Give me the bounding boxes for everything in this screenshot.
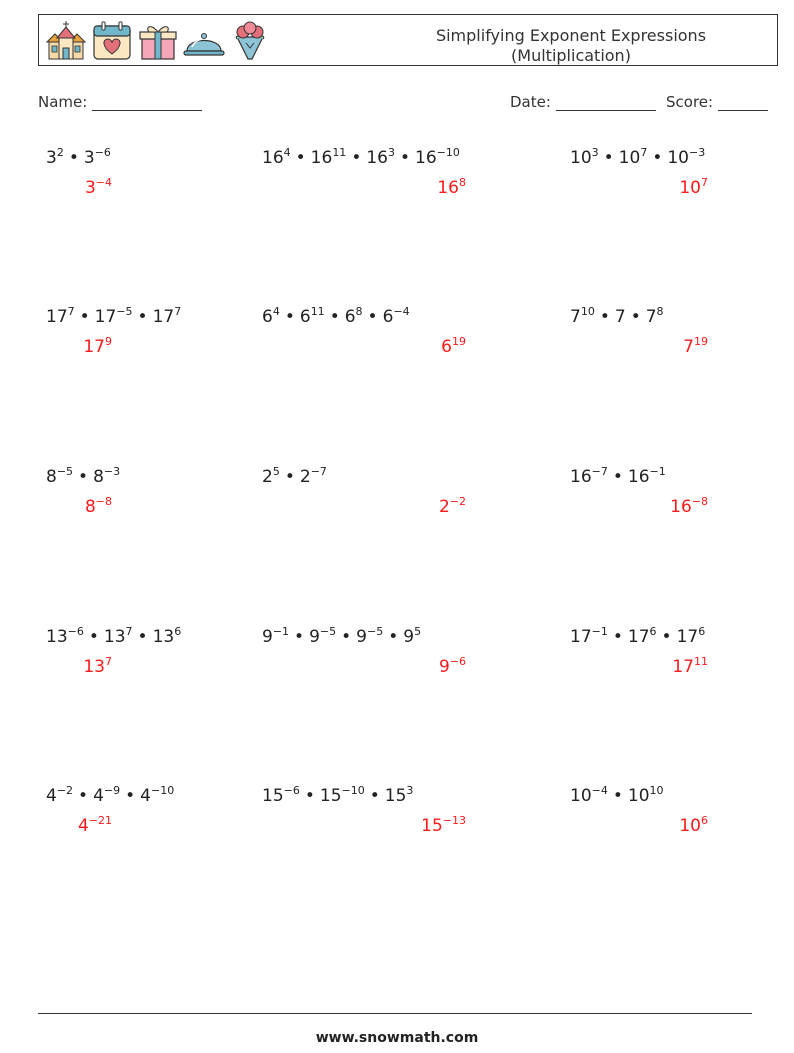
term-base: 10 — [667, 148, 689, 168]
multiply-dot: • — [137, 307, 148, 327]
term-exponent: 6 — [649, 625, 657, 638]
term-exponent: 6 — [698, 625, 706, 638]
term-exponent: −2 — [449, 495, 466, 508]
term-exponent: 7 — [125, 625, 133, 638]
date-field[interactable] — [510, 93, 656, 111]
term-exponent: 7 — [640, 146, 648, 159]
term-exponent: 4 — [283, 146, 291, 159]
term-exponent: −7 — [310, 465, 327, 478]
term-exponent: 8 — [459, 176, 466, 189]
term-base: 6 — [262, 307, 273, 327]
problem-expression — [570, 467, 666, 487]
term-exponent: −6 — [449, 655, 466, 668]
term-exponent: 19 — [694, 335, 708, 348]
multiply-dot: • — [599, 307, 610, 327]
term-base: 13 — [83, 657, 105, 677]
term-exponent: 11 — [694, 655, 708, 668]
title-line-2: (Multiplication) — [511, 46, 631, 65]
term-base: 8 — [93, 467, 104, 487]
problem-answer — [439, 497, 466, 517]
term-base: 17 — [627, 627, 650, 647]
term-base: 15 — [384, 786, 407, 806]
term-exponent: −4 — [393, 305, 410, 318]
term-base: 3 — [84, 178, 96, 198]
multiply-dot: • — [295, 148, 306, 168]
problem-expression — [262, 307, 410, 327]
term-base: 10 — [679, 816, 701, 836]
term-base: 8 — [84, 497, 96, 517]
term-base: 6 — [344, 307, 356, 327]
term-base: 10 — [679, 178, 701, 198]
problem-expression — [570, 627, 705, 647]
problem-answer — [421, 816, 466, 836]
term-base: 8 — [46, 467, 57, 487]
term-base: 17 — [672, 657, 694, 677]
multiply-dot: • — [304, 786, 315, 806]
term-base: 13 — [152, 627, 175, 647]
problem-expression — [46, 307, 181, 327]
term-base: 17 — [152, 307, 175, 327]
problem-answer — [85, 178, 112, 198]
score-blank[interactable] — [718, 94, 768, 111]
term-exponent: −5 — [319, 625, 337, 638]
term-exponent: 7 — [105, 655, 112, 668]
term-exponent: −8 — [95, 495, 112, 508]
term-base: 10 — [570, 786, 592, 806]
footer-divider — [38, 1013, 752, 1014]
multiply-dot: • — [652, 148, 663, 168]
problem-expression — [570, 307, 664, 327]
multiply-dot: • — [125, 786, 136, 806]
church-icon — [45, 21, 87, 61]
problem-answer — [439, 657, 466, 677]
problem-expression — [262, 148, 460, 168]
date-label: Date: — [510, 93, 551, 111]
term-base: 10 — [627, 786, 650, 806]
term-exponent: 6 — [174, 625, 182, 638]
term-base: 17 — [676, 627, 699, 647]
term-base: 10 — [618, 148, 641, 168]
problem-expression — [262, 467, 327, 487]
term-base: 7 — [570, 307, 581, 327]
term-exponent: −4 — [95, 176, 112, 189]
term-base: 6 — [299, 307, 311, 327]
term-base: 16 — [366, 148, 388, 168]
multiply-dot: • — [88, 627, 99, 647]
multiply-dot: • — [341, 627, 352, 647]
term-base: 16 — [310, 148, 333, 168]
term-exponent: −6 — [94, 146, 111, 159]
term-base: 6 — [441, 337, 452, 357]
term-base: 13 — [103, 627, 126, 647]
problem-expression — [46, 148, 111, 168]
problem-answer — [683, 337, 708, 357]
multiply-dot: • — [612, 627, 623, 647]
name-field[interactable] — [38, 93, 202, 111]
term-base: 9 — [438, 657, 450, 677]
term-base: 16 — [415, 148, 437, 168]
term-exponent: 11 — [310, 305, 325, 318]
term-base: 17 — [83, 337, 105, 357]
term-exponent: 19 — [452, 335, 466, 348]
term-base: 4 — [93, 786, 104, 806]
multiply-dot: • — [78, 467, 89, 487]
term-exponent: 9 — [105, 335, 112, 348]
term-base: 9 — [356, 627, 367, 647]
bouquet-icon — [229, 21, 271, 61]
term-exponent: 6 — [701, 814, 708, 827]
term-exponent: 7 — [701, 176, 708, 189]
score-field[interactable] — [666, 93, 768, 111]
date-blank[interactable] — [556, 94, 656, 111]
problem-answer — [670, 497, 708, 517]
multiply-dot: • — [612, 786, 623, 806]
term-exponent: 10 — [649, 784, 664, 797]
term-exponent: 10 — [580, 305, 595, 318]
term-exponent: 8 — [355, 305, 363, 318]
worksheet-title — [421, 26, 721, 66]
problem-answer — [441, 337, 466, 357]
term-base: 7 — [683, 337, 694, 357]
term-base: 16 — [262, 148, 284, 168]
worksheet-header — [38, 14, 778, 66]
problem-answer — [78, 816, 112, 836]
multiply-dot: • — [399, 148, 411, 168]
term-base: 3 — [46, 148, 57, 168]
term-exponent: 3 — [406, 784, 414, 797]
term-exponent: −10 — [436, 146, 460, 159]
score-label: Score: — [666, 93, 714, 111]
term-base: 2 — [262, 467, 273, 487]
multiply-dot: • — [68, 148, 79, 168]
term-exponent: −9 — [103, 784, 121, 797]
problem-expression — [46, 627, 181, 647]
gift-icon — [137, 21, 179, 61]
cloche-icon — [183, 21, 225, 61]
multiply-dot: • — [351, 148, 362, 168]
problem-answer — [679, 178, 708, 198]
term-base: 16 — [627, 467, 650, 487]
term-exponent: −5 — [56, 465, 74, 478]
term-base: 16 — [570, 467, 592, 487]
term-base: 17 — [46, 307, 68, 327]
multiply-dot: • — [630, 307, 641, 327]
problem-expression — [46, 467, 120, 487]
term-exponent: −2 — [56, 784, 74, 797]
name-label: Name: — [38, 93, 88, 111]
term-base: 9 — [403, 627, 415, 647]
term-exponent: −7 — [591, 465, 608, 478]
multiply-dot: • — [137, 627, 148, 647]
problem-expression — [46, 786, 174, 806]
term-exponent: −5 — [116, 305, 133, 318]
problem-expression — [262, 786, 413, 806]
problem-answer — [437, 178, 466, 198]
term-base: 6 — [382, 307, 394, 327]
multiply-dot: • — [388, 627, 399, 647]
problem-answer — [672, 657, 708, 677]
term-exponent: 8 — [656, 305, 664, 318]
term-base: 17 — [94, 307, 117, 327]
term-exponent: −3 — [103, 465, 121, 478]
term-base: 9 — [262, 627, 273, 647]
term-exponent: −10 — [341, 784, 365, 797]
multiply-dot: • — [78, 786, 89, 806]
term-exponent: −1 — [591, 625, 608, 638]
term-base: 7 — [614, 307, 626, 327]
footer-url: www.snowmath.com — [315, 1030, 479, 1046]
term-base: 15 — [421, 816, 443, 836]
term-base: 4 — [46, 786, 57, 806]
multiply-dot: • — [603, 148, 614, 168]
multiply-dot: • — [294, 627, 305, 647]
problem-answer — [679, 816, 708, 836]
multiply-dot: • — [369, 786, 380, 806]
term-exponent: −21 — [88, 814, 112, 827]
term-exponent: 7 — [67, 305, 75, 318]
term-exponent: −4 — [591, 784, 608, 797]
term-exponent: −13 — [442, 814, 466, 827]
term-exponent: −1 — [649, 465, 666, 478]
term-base: 16 — [670, 497, 692, 517]
multiply-dot: • — [79, 307, 90, 327]
problem-expression — [570, 786, 664, 806]
term-base: 2 — [438, 497, 450, 517]
term-exponent: −6 — [67, 625, 84, 638]
term-base: 13 — [46, 627, 68, 647]
multiply-dot: • — [661, 627, 672, 647]
term-exponent: −6 — [283, 784, 300, 797]
term-base: 15 — [262, 786, 284, 806]
term-base: 7 — [645, 307, 657, 327]
term-exponent: 4 — [272, 305, 280, 318]
header-icons — [45, 21, 271, 61]
problem-answer — [83, 337, 112, 357]
term-base: 16 — [437, 178, 459, 198]
problem-answer — [85, 497, 112, 517]
multiply-dot: • — [367, 307, 378, 327]
multiply-dot: • — [284, 467, 295, 487]
term-exponent: −1 — [272, 625, 290, 638]
calendar-heart-icon — [91, 21, 133, 61]
term-exponent: −5 — [366, 625, 384, 638]
term-base: 10 — [570, 148, 592, 168]
name-blank[interactable] — [92, 94, 202, 111]
problem-answer — [83, 657, 112, 677]
term-exponent: 5 — [272, 465, 280, 478]
term-base: 3 — [83, 148, 95, 168]
term-exponent: −8 — [691, 495, 708, 508]
term-exponent: −10 — [150, 784, 175, 797]
term-base: 9 — [309, 627, 320, 647]
term-exponent: 11 — [332, 146, 347, 159]
problem-expression — [262, 627, 421, 647]
multiply-dot: • — [329, 307, 340, 327]
title-line-1: Simplifying Exponent Expressions — [435, 26, 707, 45]
term-exponent: 5 — [414, 625, 422, 638]
term-base: 4 — [77, 816, 89, 836]
multiply-dot: • — [612, 467, 623, 487]
term-exponent: 3 — [591, 146, 599, 159]
term-exponent: 7 — [174, 305, 182, 318]
term-exponent: 3 — [387, 146, 395, 159]
term-base: 4 — [140, 786, 151, 806]
term-base: 2 — [299, 467, 311, 487]
problem-expression — [570, 148, 705, 168]
term-base: 17 — [570, 627, 592, 647]
multiply-dot: • — [284, 307, 295, 327]
term-base: 15 — [319, 786, 342, 806]
term-exponent: −3 — [688, 146, 706, 159]
term-exponent: 2 — [56, 146, 64, 159]
